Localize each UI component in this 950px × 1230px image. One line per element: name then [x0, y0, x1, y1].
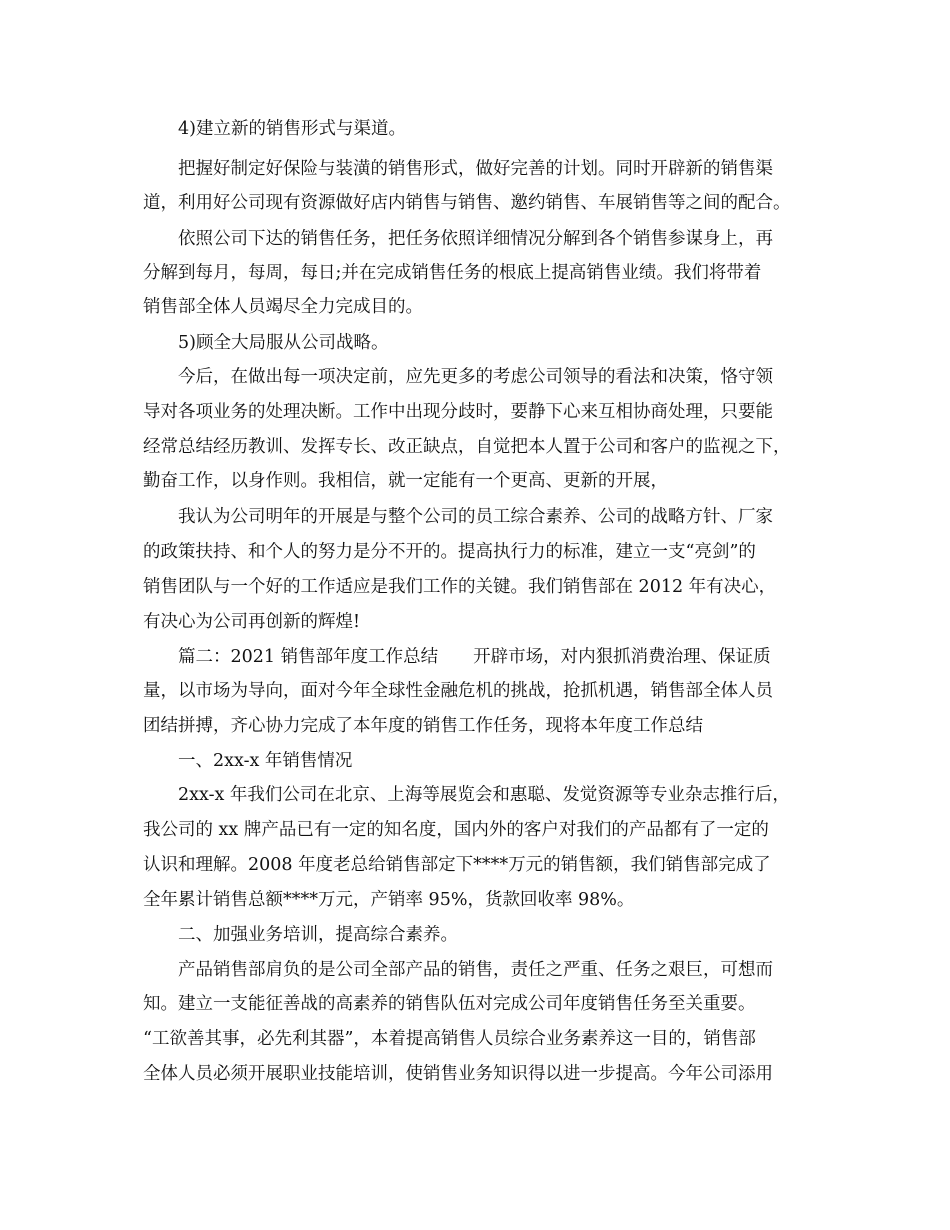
- text-line: 分解到每月，每周，每日;并在完成销售任务的根底上提高销售业绩。我们将带着: [143, 263, 762, 283]
- text-line: 销售部全体人员竭尽全力完成目的。: [143, 297, 423, 317]
- text-line: 经常总结经历教训、发挥专长、改正缺点，自觉把本人置于公司和客户的监视之下，: [143, 437, 791, 457]
- text-line: 我认为公司明年的开展是与整个公司的员工综合素养、公司的战略方针、厂家: [178, 507, 773, 527]
- text-line: 认识和理解。2008 年度老总给销售部定下****万元的销售额，我们销售部完成了: [143, 855, 771, 875]
- text-line: 量，以市场为导向，面对今年全球性金融危机的挑战，抢抓机遇，销售部全体人员: [143, 681, 773, 701]
- text-line: 2xx-x 年我们公司在北京、上海等展览会和惠聪、发觉资源等专业杂志推行后，: [178, 785, 790, 805]
- text-line: 依照公司下达的销售任务，把任务依照详细情况分解到各个销售参谋身上，再: [178, 229, 773, 249]
- text-line: 勤奋工作，以身作则。我相信，就一定能有一个更高、更新的开展，: [143, 471, 668, 491]
- text-line: 团结拼搏，齐心协力完成了本年度的销售工作任务，现将本年度工作总结: [143, 716, 703, 736]
- text-line: 知。建立一支能征善战的高素养的销售队伍对完成公司年度销售任务至关重要。: [143, 994, 756, 1014]
- text-line: 我公司的 xx 牌产品已有一定的知名度，国内外的客户对我们的产品都有了一定的: [143, 820, 769, 840]
- text-line: 导对各项业务的处理决断。工作中出现分歧时，要静下心来互相协商处理，只要能: [143, 402, 773, 422]
- text-line: 篇二：2021 销售部年度工作总结 开辟市场，对内狠抓消费治理、保证质: [178, 647, 771, 667]
- text-line: 道，利用好公司现有资源做好店内销售与销售、邀约销售、车展销售等之间的配合。: [143, 193, 791, 213]
- text-line: 4)建立新的销售形式与渠道。: [178, 119, 406, 139]
- text-line: 全体人员必须开展职业技能培训，使销售业务知识得以进一步提高。今年公司添用: [143, 1064, 773, 1084]
- text-line: 一、2xx-x 年销售情况: [178, 751, 353, 771]
- text-line: “工欲善其事，必先利其器”，本着提高销售人员综合业务素养这一目的，销售部: [143, 1029, 756, 1049]
- text-line: 销售团队与一个好的工作适应是我们工作的关键。我们销售部在 2012 年有决心，: [143, 577, 777, 597]
- text-line: 把握好制定好保险与装潢的销售形式，做好完善的计划。同时开辟新的销售渠: [178, 159, 773, 179]
- text-line: 产品销售部肩负的是公司全部产品的销售，责任之严重、任务之艰巨，可想而: [178, 960, 773, 980]
- text-line: 今后，在做出每一项决定前，应先更多的考虑公司领导的看法和决策，恪守领: [178, 367, 773, 387]
- text-line: 的政策扶持、和个人的努力是分不开的。提高执行力的标准，建立一支“亮剑”的: [143, 542, 756, 562]
- text-line: 二、加强业务培训，提高综合素养。: [178, 925, 458, 945]
- text-line: 全年累计销售总额****万元，产销率 95%，货款回收率 98%。: [143, 890, 635, 910]
- text-line: 有决心为公司再创新的辉煌!: [143, 612, 361, 632]
- text-line: 5)顾全大局服从公司战略。: [178, 333, 389, 353]
